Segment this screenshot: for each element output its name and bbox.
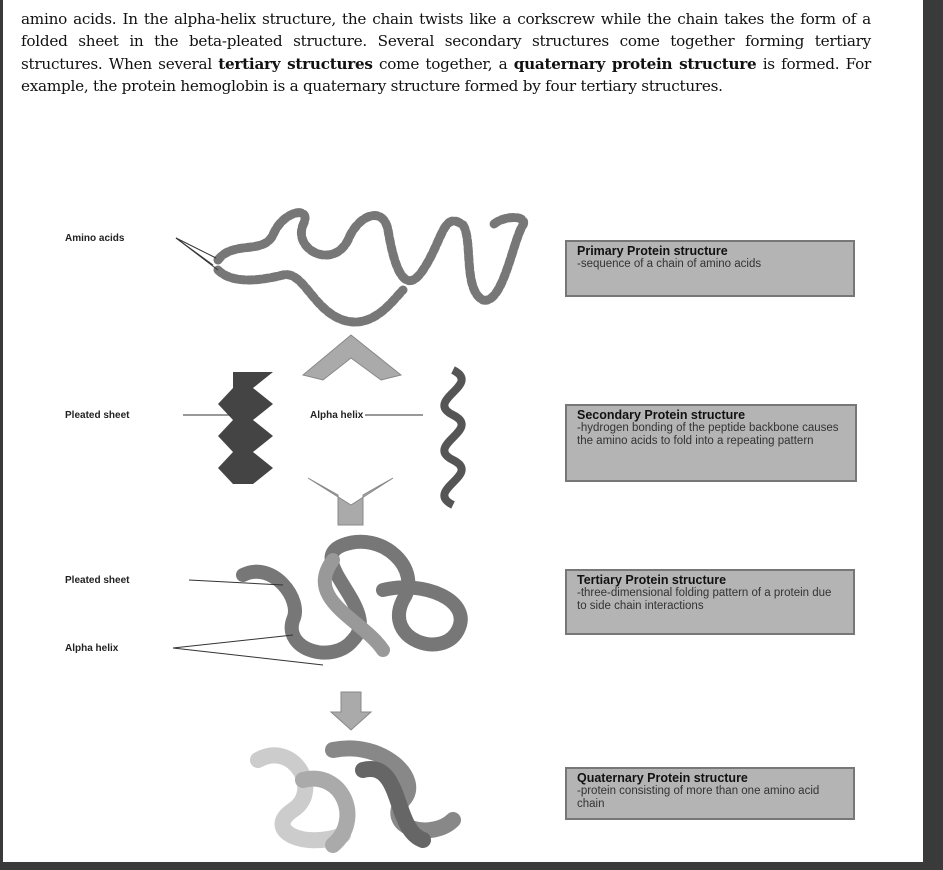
box-description: -hydrogen bonding of the peptide backbone causes the amino acids to fold into a repeating pattern: [577, 422, 839, 447]
amino-acids-pointer-lines: [176, 238, 218, 270]
bold-term: quaternary protein structure: [513, 54, 757, 73]
box-title: Tertiary Protein structure: [577, 573, 727, 587]
label-alpha-helix: Alpha helix: [65, 643, 119, 654]
box-description: -sequence of a chain of amino acids: [577, 258, 762, 270]
text-run: is formed. For example, the protein hemoglobin is a quaternary structure formed by four tertiary structures.: [21, 54, 871, 95]
secondary-structure-box: [565, 404, 857, 482]
down-arrow: [331, 692, 371, 730]
box-title: Primary Protein structure: [577, 244, 728, 258]
box-description: -protein consisting of more than one amino acid chain: [577, 785, 820, 810]
text-run: come together, a: [372, 54, 514, 73]
box-title: Quaternary Protein structure: [577, 771, 748, 785]
tertiary-structure-shape: [243, 542, 461, 653]
tertiary-structure-box: [565, 569, 855, 635]
pleated-sheet-shape: [218, 372, 273, 484]
document-page: [3, 0, 923, 862]
quaternary-structure-box: [565, 767, 855, 820]
label-pleated-sheet: Pleated sheet: [65, 410, 130, 421]
label-alpha-helix: Alpha helix: [310, 410, 364, 421]
quaternary-structure-shape: [258, 748, 453, 845]
diverging-arrow: [303, 335, 401, 380]
converging-arrow: [308, 478, 393, 525]
alpha-helix-shape: [444, 370, 461, 505]
label-pleated-sheet: Pleated sheet: [65, 575, 130, 586]
box-title: Secondary Protein structure: [577, 408, 746, 422]
amino-acid-chain: [218, 213, 524, 322]
text-run: amino acids. In the alpha-helix structure, the chain twists like a corkscrew while the chain takes the form of a folded sheet in the beta-pleated structure. Several secondary structures come together forming tertiary structures. When several: [21, 10, 871, 73]
label-amino-acids: Amino acids: [65, 233, 125, 244]
box-description: -three-dimensional folding pattern of a protein due to side chain interactions: [577, 587, 832, 612]
primary-structure-box: [565, 240, 855, 297]
bold-term: tertiary structures: [218, 54, 373, 73]
